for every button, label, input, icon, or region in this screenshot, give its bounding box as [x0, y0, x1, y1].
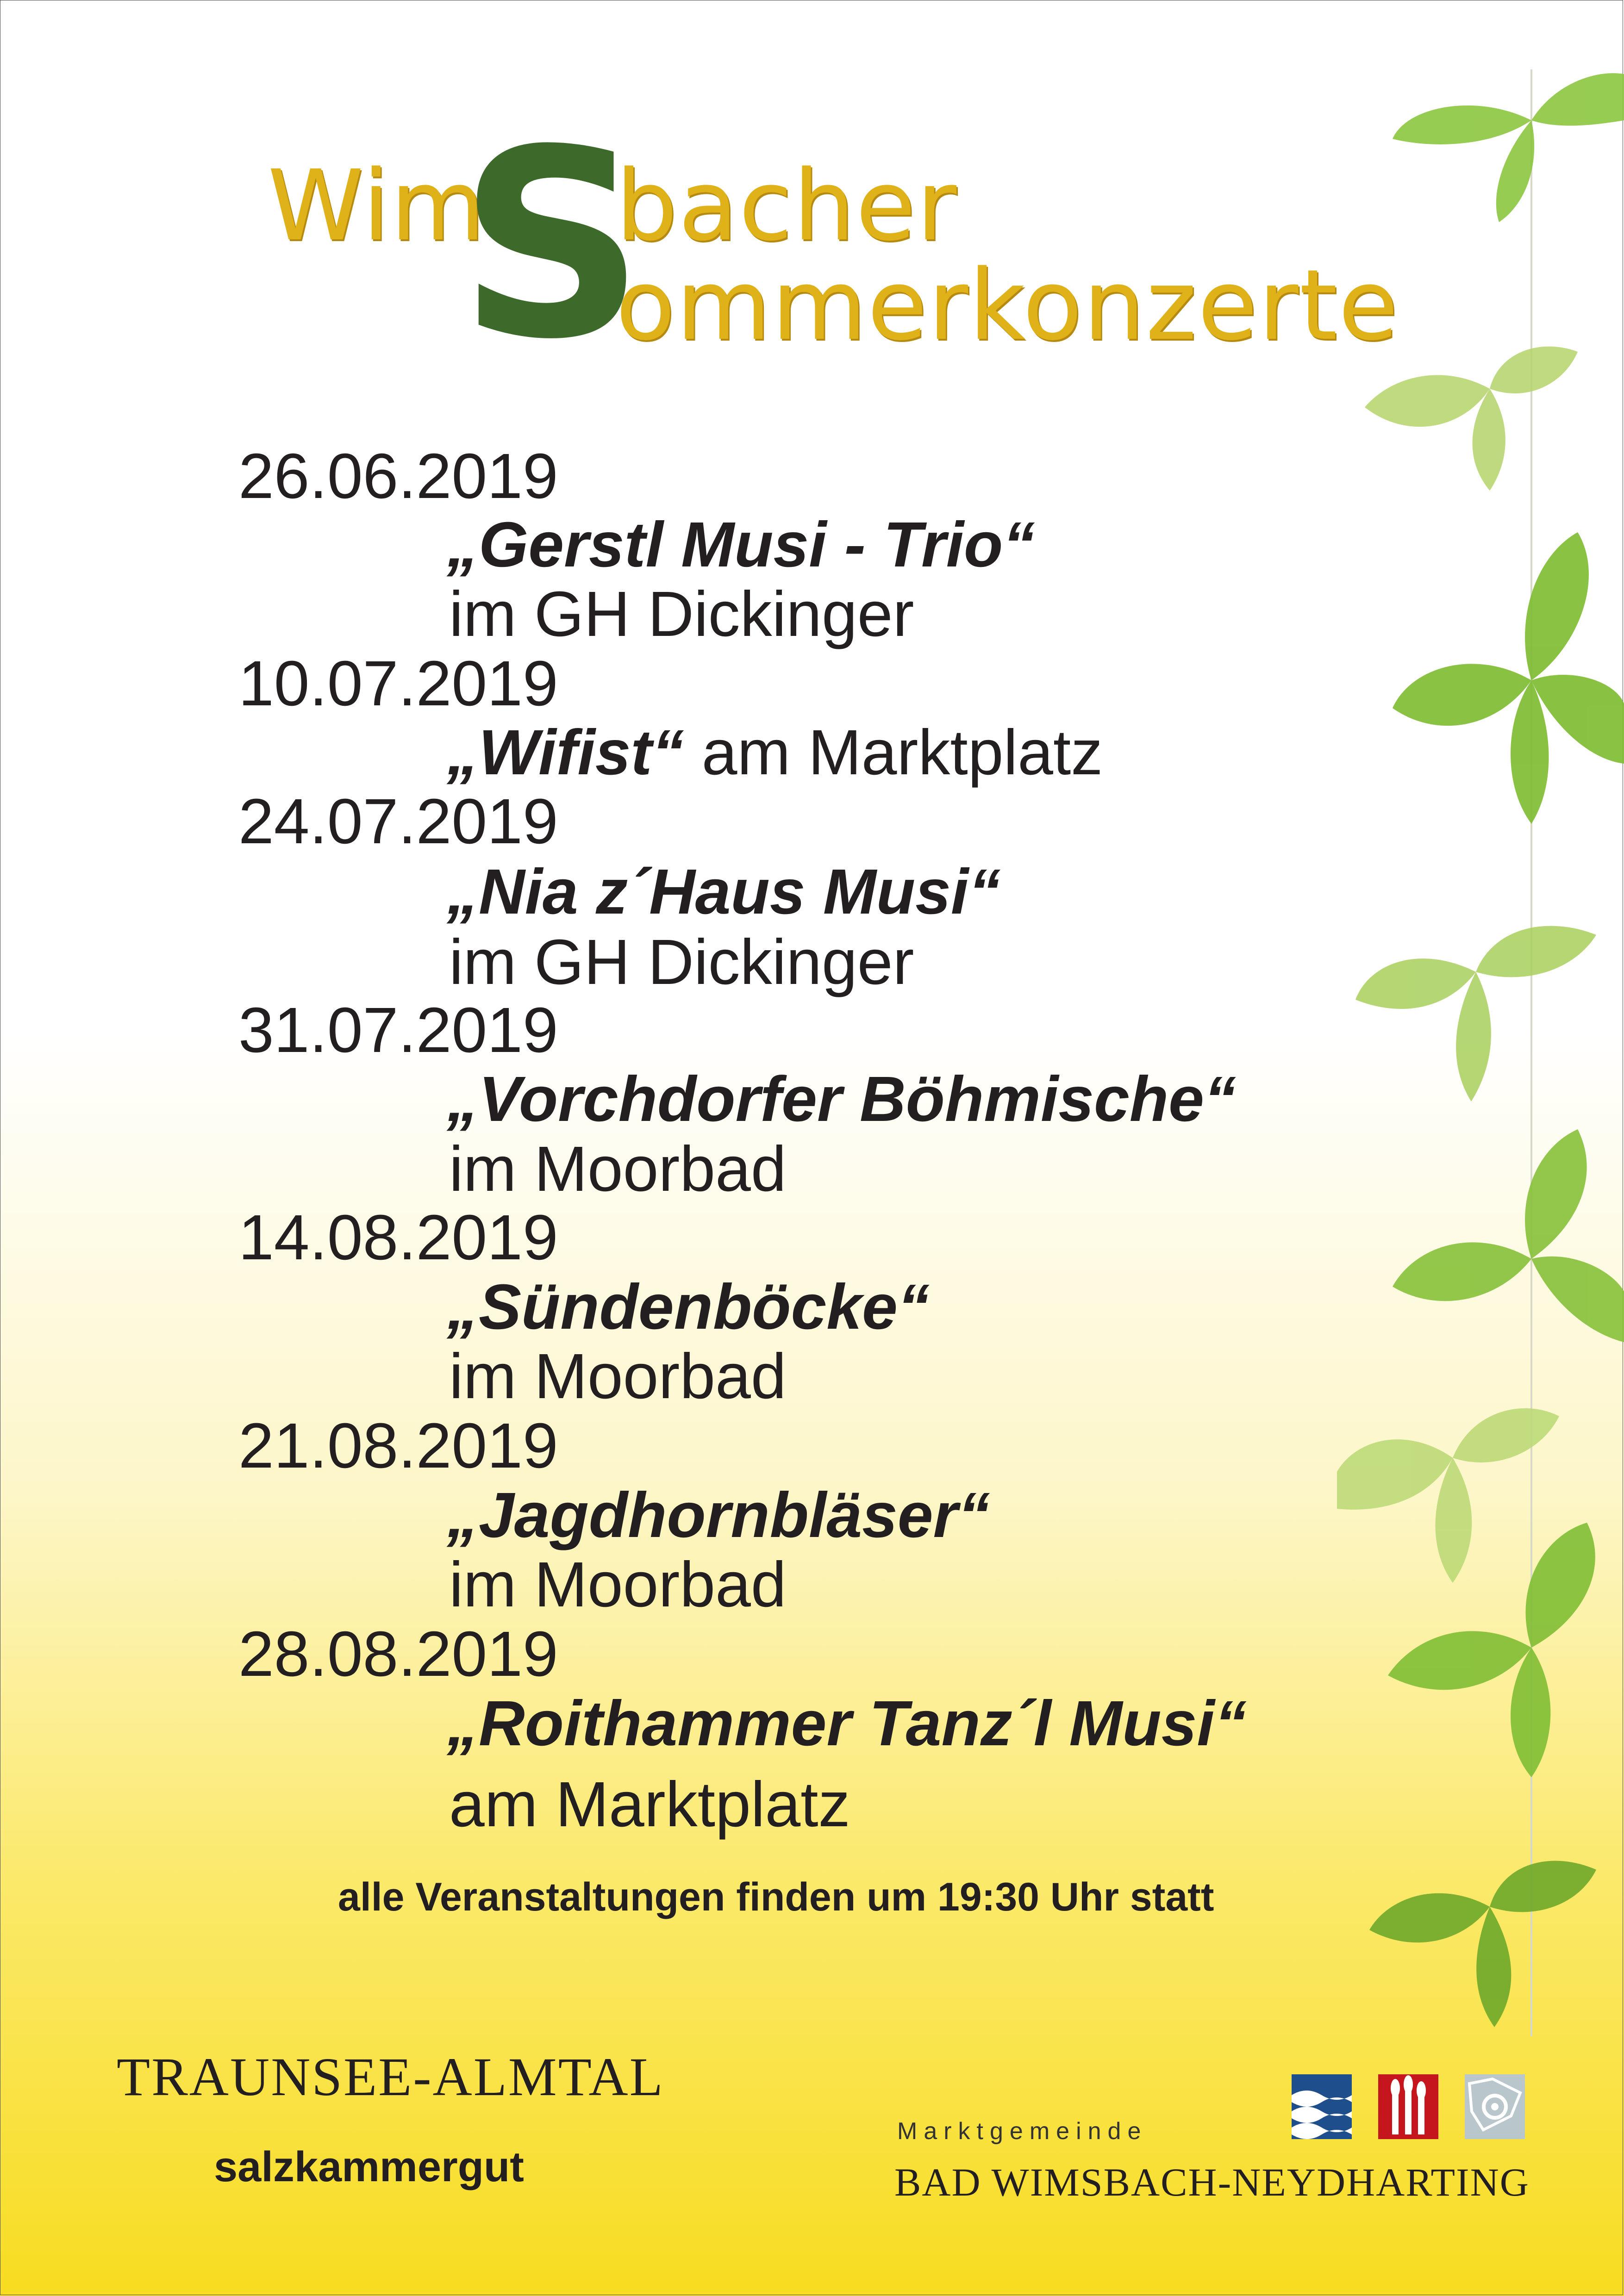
- event-date: 31.07.2019: [238, 995, 558, 1066]
- event-date: 28.08.2019: [238, 1618, 558, 1690]
- event-act: [447, 1480, 990, 1551]
- region-logo: TRAUNSEE-ALMTAL: [117, 2047, 664, 2107]
- act-name: „Nia z´Haus Musi“: [447, 856, 1001, 927]
- event-act: [447, 856, 1001, 927]
- event-date: 21.08.2019: [238, 1410, 558, 1481]
- event-act: [447, 1064, 1236, 1135]
- title-initial-s: S: [458, 94, 645, 396]
- event-venue: im Moorbad: [449, 1341, 787, 1412]
- act-name: „Wifist“: [447, 717, 684, 788]
- gear-map-crest-icon: [1465, 2074, 1525, 2139]
- event-date: 14.08.2019: [238, 1202, 558, 1273]
- act-name: „Roithammer Tanz´l Musi“: [447, 1688, 1247, 1759]
- title-word-ommerkonzerte: ommerkonzerte: [616, 249, 1399, 362]
- act-name: „Vorchdorfer Böhmische“: [447, 1064, 1236, 1135]
- event-venue: im GH Dickinger: [449, 927, 914, 998]
- event-venue: im Moorbad: [449, 1133, 787, 1205]
- event-venue: im GH Dickinger: [449, 579, 914, 650]
- title-word-bacher: bacher: [616, 149, 958, 262]
- event-act: [447, 717, 1103, 788]
- event-date: 26.06.2019: [238, 441, 558, 512]
- reed-crest-icon: [1378, 2074, 1438, 2139]
- event-date: 24.07.2019: [238, 786, 558, 857]
- event-act: [447, 509, 1035, 580]
- region-sub-logo: salzkammergut: [214, 2143, 524, 2190]
- event-act: [447, 1271, 930, 1343]
- municipality-name: BAD WIMSBACH-NEYDHARTING: [894, 2160, 1530, 2204]
- municipality-label: Marktgemeinde: [897, 2118, 1148, 2145]
- act-name: „Jagdhornbläser“: [447, 1480, 990, 1551]
- act-name: „Gerstl Musi - Trio“: [447, 509, 1035, 580]
- act-inline-venue: am Marktplatz: [684, 717, 1103, 788]
- event-venue: am Marktplatz: [449, 1769, 850, 1840]
- time-note: alle Veranstaltungen finden um 19:30 Uhr statt: [338, 1875, 1214, 1919]
- event-act: [447, 1688, 1247, 1759]
- event-venue: im Moorbad: [449, 1549, 787, 1620]
- act-name: „Sündenböcke“: [447, 1271, 930, 1343]
- title-word-wim: Wim: [268, 149, 486, 262]
- waves-crest-icon: [1292, 2074, 1352, 2139]
- event-date: 10.07.2019: [238, 648, 558, 719]
